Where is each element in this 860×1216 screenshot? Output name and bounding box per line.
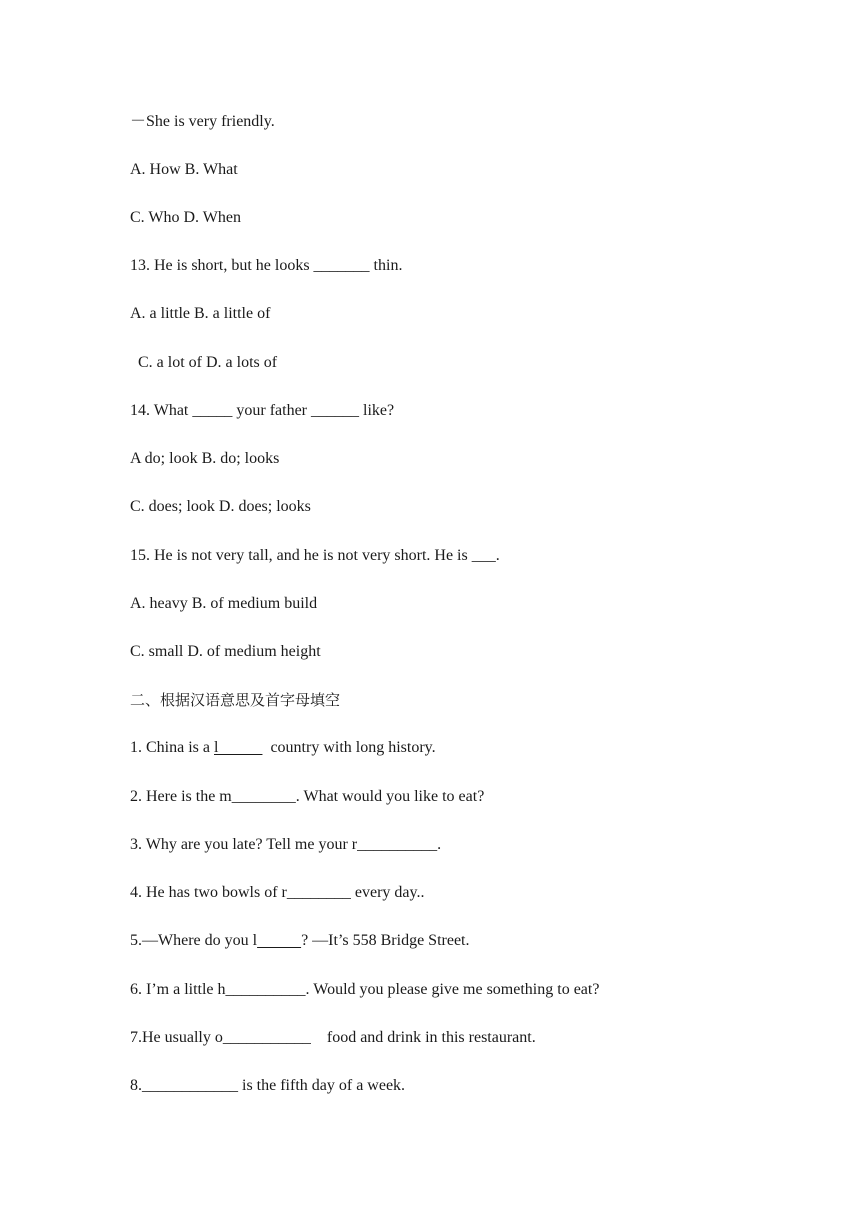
fill-blank-5 bbox=[130, 931, 470, 951]
fill-blank-1-blank: l bbox=[214, 739, 263, 756]
question-15-text: 15. He is not very tall, and he is not very short. He is ___. bbox=[130, 547, 500, 564]
fill-blank-1 bbox=[130, 738, 436, 758]
fill-blank-8: 8.____________ is the fifth day of a week. bbox=[130, 1077, 406, 1094]
fill-blank-5-suffix: ? —It’s 558 Bridge Street. bbox=[301, 932, 470, 949]
question-13-options-ab: A. a little B. a little of bbox=[130, 305, 271, 322]
question-12-options-ab: A. How B. What bbox=[130, 161, 238, 178]
question-13-options-cd: C. a lot of D. a lots of bbox=[130, 354, 278, 371]
fill-blank-1-prefix: 1. China is a bbox=[130, 739, 214, 756]
question-14-options-ab: A do; look B. do; looks bbox=[130, 450, 280, 467]
section-2-heading: 二、根据汉语意思及首字母填空 bbox=[130, 691, 341, 709]
fill-blank-4: 4. He has two bowls of r________ every day.. bbox=[130, 884, 425, 901]
question-12-answer-line: －She is very friendly. bbox=[130, 113, 275, 130]
fill-blank-5-prefix: 5.—Where do you l bbox=[130, 932, 258, 949]
question-12-options-cd: C. Who D. When bbox=[130, 209, 241, 226]
fill-blank-7: 7.He usually o___________ food and drink in this restaurant. bbox=[130, 1029, 536, 1046]
question-15-options-ab: A. heavy B. of medium build bbox=[130, 595, 318, 612]
fill-blank-6: 6. I’m a little h__________. Would you please give me something to eat? bbox=[130, 981, 600, 998]
question-15-options-cd: C. small D. of medium height bbox=[130, 643, 321, 660]
fill-blank-3: 3. Why are you late? Tell me your r__________. bbox=[130, 836, 442, 853]
question-14-text: 14. What _____ your father ______ like? bbox=[130, 402, 395, 419]
fill-blank-2: 2. Here is the m________. What would you like to eat? bbox=[130, 788, 485, 805]
fill-blank-5-blank bbox=[257, 932, 301, 949]
question-14-options-cd: C. does; look D. does; looks bbox=[130, 498, 311, 515]
question-13-text: 13. He is short, but he looks _______ thin. bbox=[130, 257, 403, 274]
fill-blank-1-suffix: country with long history. bbox=[262, 739, 436, 756]
